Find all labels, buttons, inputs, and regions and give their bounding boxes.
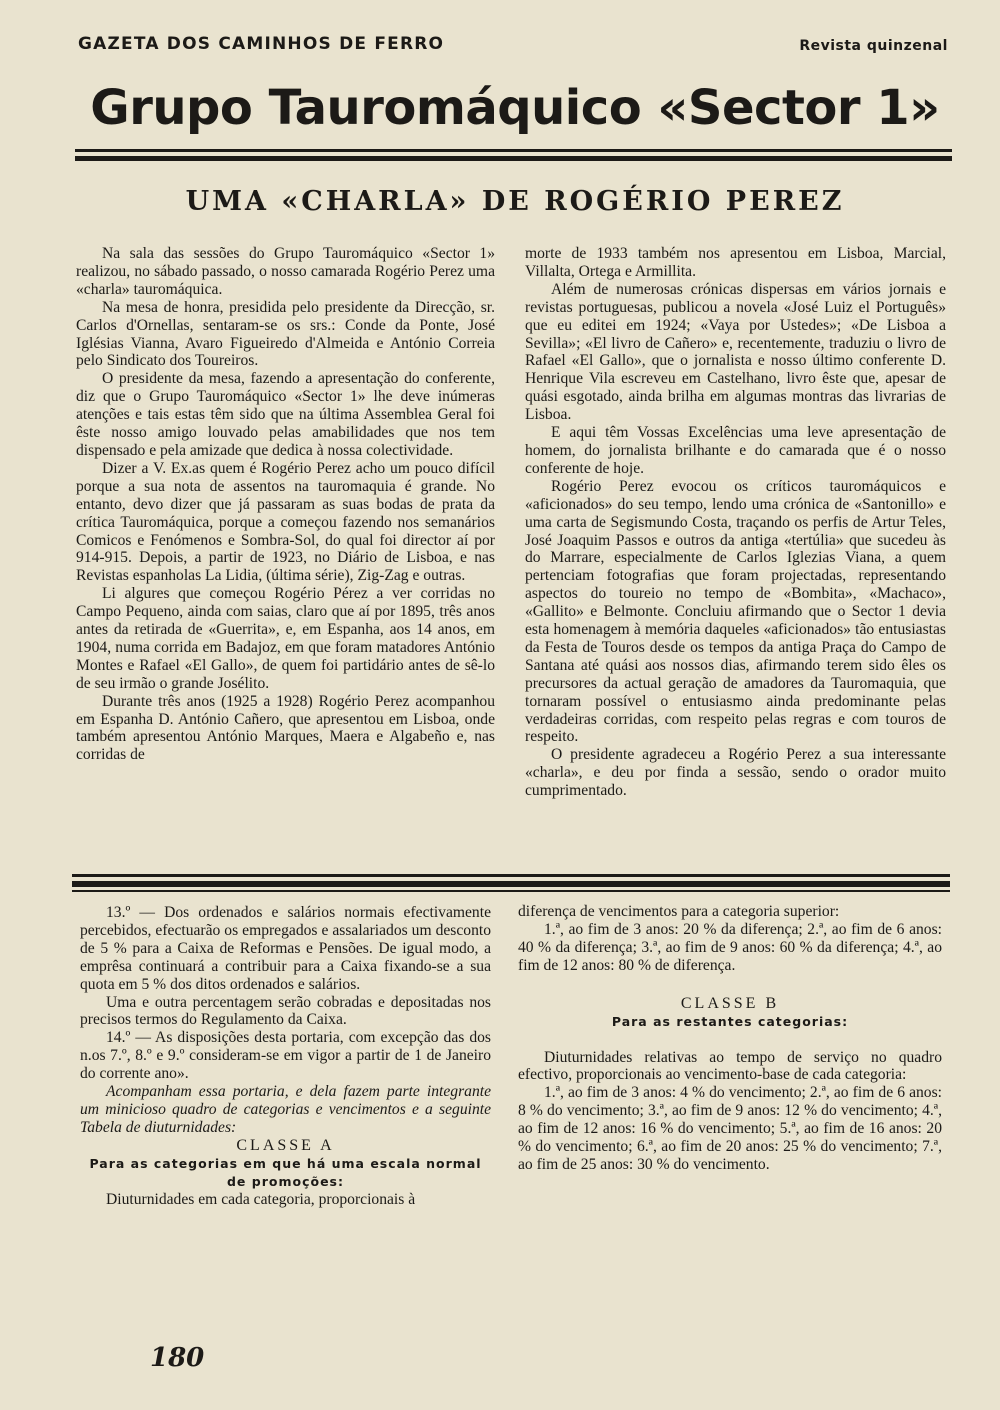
paragraph: 1.ª, ao fim de 3 anos: 4 % do vencimento; 2.ª, ao fim de 6 anos: 8 % do vencimento; 3.ª, ao fim de 9 anos: 12 % do vencimento; 4.ª, ao fim de 12 anos: 16 % do vencimento; 5.ª, ao fim de 16 anos: 20 % do vencimento; 6.ª, ao fim de 20 anos: 25 % do vencimento; 7.ª, ao fim de 25 anos: 30 % do vencimento. [518,1084,942,1173]
classe-a-subheading: Para as categorias em que há uma escala normal de promoções: [89,1155,482,1189]
paragraph: Dizer a V. Ex.as quem é Rogério Perez acho um pouco difícil porque a sua nota de assentos na tauromaquia é grande. No entanto, devo dizer que já passaram as suas bodas de prata da crítica Tauromáquica, porque a começou fazendo nos semanários Comicos e Fenómenos e Sombra-Sol, do qual foi director aí por 914-915. Depois, a partir de 1923, no Diário de Lisboa, e nas Revistas espanholas La Lidia, (última série), Zig-Zag e outras. [76,459,495,585]
article-title: Grupo Tauromáquico «Sector 1» [90,80,940,136]
title-rule-thin [75,149,952,152]
lower-right-column [518,903,942,1174]
paragraph: Diuturnidades em cada categoria, proporcionais à [106,1190,416,1208]
paragraph: 1.ª, ao fim de 3 anos: 20 % da diferença; 2.ª, ao fim de 6 anos: 40 % da diferença; 3.ª, ao fim de 9 anos: 60 % da diferença; 4.ª, ao fim de 12 anos: 80 % de diferença. [518,920,942,974]
paragraph: 14.º — As disposições desta portaria, com excepção das dos n.os 7.º, 8.º e 9.º consideram-se em vigor a partir de 1 de Janeiro do corrente ano». [80,1029,491,1083]
section-divider-bottom [72,890,950,892]
page-number: 180 [150,1343,205,1373]
classe-b-subheading: Para as restantes categorias: [611,1013,849,1029]
paragraph: 13.º — Dos ordenados e salários normais efectivamente percebidos, efectuarão os empregados e assalariados um desconto de 5 % para a Caixa de Reformas e Pensões. De igual modo, a emprêsa continuará a contribuir para a Caixa fixando-se a sua quota em 5 % dos ditos ordenados e salários. [80,904,491,993]
classe-b-heading: CLASSE B [680,994,780,1012]
periodicity-label: Revista quinzenal [799,38,948,54]
publication-name: GAZETA DOS CAMINHOS DE FERRO [78,34,445,54]
article-right-column [525,245,946,800]
paragraph: Na sala das sessões do Grupo Tauromáquico «Sector 1» realizou, no sábado passado, o nosso camarada Rogério Perez uma «charla» tauromáquica. [76,245,495,298]
paragraph: Além de numerosas crónicas dispersas em vários jornais e revistas portuguesas, publicou a novela «José Luiz el Português» que eu editei em 1924; «Vaya por Ustedes»; «De Lisboa a Sevilla»; «El livro de Cañero» e, recentemente, traduziu o livro de Rafael «El Gallo», que o jornalista e nosso último conferente D. Henrique Vila escreveu em Castelhano, livro êste que, apesar de quási esgotado, ainda brilha em algumas montras das livrarias de Lisboa. [525,280,946,424]
paragraph: O presidente agradeceu a Rogério Perez a sua interessante «charla», e deu por finda a sessão, sendo o orador muito cumprimentado. [525,746,946,800]
paragraph: Diuturnidades relativas ao tempo de serviço no quadro efectivo, proporcionais ao vencimento-base de cada categoria: [518,1048,942,1084]
paragraph: Uma e outra percentagem serão cobradas e depositadas nos precisos termos do Regulamento da Caixa. [80,993,491,1029]
article-left-column [76,245,495,764]
paragraph: E aqui têm Vossas Excelências uma leve apresentação de homem, do jornalista brilhante e do camarada que é o nosso conferente de hoje. [525,424,946,477]
title-rule-thick [75,156,952,161]
paragraph: morte de 1933 também nos apresentou em Lisboa, Marcial, Villalta, Ortega e Armillita. [525,245,946,280]
paragraph-italic: Acompanham essa portaria, e dela fazem parte integrante um minicioso quadro de categorias e vencimentos e a seguinte Tabela de diuturnidades: [80,1083,491,1136]
paragraph: Durante três anos (1925 a 1928) Rogério Perez acompanhou em Espanha D. António Cañero, que apresentou em Lisboa, onde também apresentou António Marques, Maera e Algabeño e, nas corridas de [76,692,495,764]
paragraph: Na mesa de honra, presidida pelo presidente da Direcção, sr. Carlos d'Ornellas, sentaram-se os srs.: Conde da Ponte, José Iglésias Vianna, Avaro Figueiredo d'Almeida e António Correia pelo Sindicato dos Toureiros. [76,298,495,370]
paragraph: diferença de vencimentos para a categoria superior: [518,903,840,920]
section-divider-thin [72,874,950,877]
paragraph: Rogério Perez evocou os críticos tauromáquicos e «aficionados» do seu tempo, lendo uma crónica de «Santonillo» e uma carta de Segismundo Costa, traçando os perfis de Artur Teles, José Joaquim Passos e outros da antiga «tertúlia» que sucedeu às do Marrare, especialmente de Carlos Iglezias Viana, a quem pertenciam fotografias que foram projectadas, representando aspectos do toureio no tempo de «Bombita», «Machaco», «Gallito» e Belmonte. Concluiu afirmando que o Sector 1 devia esta homenagem à memória daqueles «aficionados» tão entusiastas da Festa de Touros desde os tempos da antiga Praça do Campo de Santana até quási aos nossos dias, afirmando terem sido êles os precursores da actual geração de amadores da Tauromaquia, que tornaram possível o entusiasmo ainda predominante pelas verdadeiras corridas, com respeito pelas regras e com touros de respeito. [525,477,946,746]
lower-left-column [80,904,491,1209]
paragraph: O presidente da mesa, fazendo a apresentação do conferente, diz que o Grupo Tauromáquico «Sector 1» lhe deve inúmeras atenções e tais estas têm sido que na última Assembleа Geral foi êste nosso amigo louvado pelas amabilidades que nos tem dispensado e pela amizade que dedica à nossa colectividade. [76,370,495,459]
section-divider-thick [72,881,950,887]
classe-a-heading: CLASSE A [236,1136,335,1154]
paragraph: Li algures que começou Rogério Pérez a ver corridas no Campo Pequeno, ainda com saias, claro que aí por 1895, três anos antes da retirada de «Guerrita», e, em Espanha, aos 14 anos, em 1904, numa corrida em Badajoz, em que foram matadores António Montes e Rafael «El Gallo», de quem foi partidário antes de sê-lo de seu irmão o grande Josélito. [76,585,495,692]
article-subtitle: UMA «CHARLA» DE ROGÉRIO PEREZ [185,186,845,217]
